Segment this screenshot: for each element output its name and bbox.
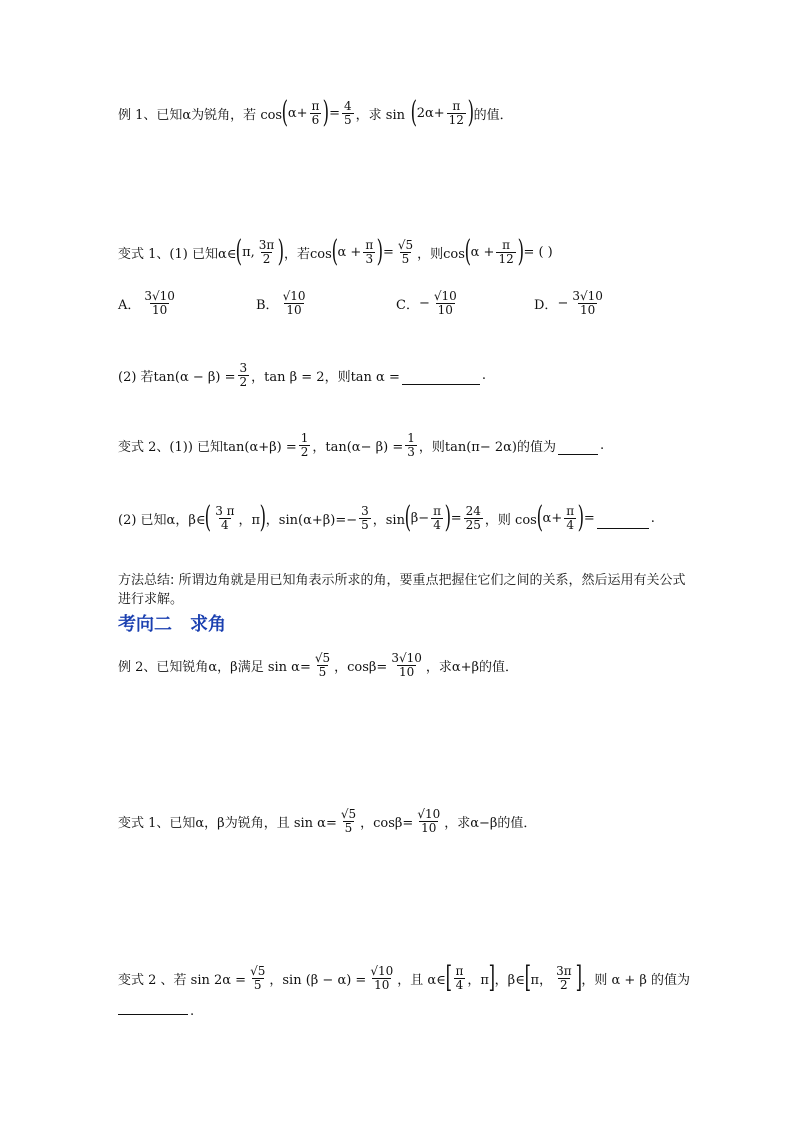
fraction: $\frac{√10}{10}$ <box>417 807 441 835</box>
fraction: $\frac{√5}{5}$ <box>314 651 331 679</box>
fraction: $\frac{1}{3}$ <box>407 431 415 459</box>
fraction: $\frac{\pi}{6}$ <box>311 98 320 127</box>
choice-a[interactable]: A． $\frac{3√10}{10}$ <box>118 289 175 317</box>
variant-2-angle-answer: . <box>118 1004 194 1019</box>
fraction: $\frac{√5}{5}$ <box>250 963 266 992</box>
answer-blank[interactable] <box>558 453 598 455</box>
ex1-prefix: 例 1、已知α为锐角，若 cos <box>118 107 283 123</box>
fraction: $\frac{√5}{5}$ <box>340 807 357 835</box>
fraction: $\frac{\pi}{12}$ <box>448 98 464 127</box>
fraction: $\frac{\pi}{3}$ <box>365 237 374 266</box>
fraction: $\frac{3}{2}$ <box>239 361 248 389</box>
answer-blank[interactable] <box>597 527 649 529</box>
variant-2-angle: 变式 2 、若 sin 2α = $\frac{√5}{5}$ ，sin (β − α) = $\frac{√10}{10}$ ，且 α∈ [ $\frac{\pi}{4}$ ，π ] ，β∈ [ π， $\frac{3\pi}{2}$ ] ，则 α + β 的值为 <box>118 960 691 995</box>
variant-1-part-2: (2) 若tan(α − β) = $\frac{3}{2}$ ，tan β = 2，则tan α = . <box>118 361 487 389</box>
fraction: $\frac{\pi}{4}$ <box>455 963 464 992</box>
fraction: $\frac{√5}{5}$ <box>397 237 414 266</box>
variant-2-part-2: (2) 已知α，β∈ ( $\frac{3 \pi}{4}$ ，π ) ，sin(α+β)=− $\frac{3}{5}$ ，sin ( β− $\frac{\pi}{4}$ ) = $\frac{24}{25}$ ，则 cos ( α+ $\frac{\pi}{4}$ ) = . <box>118 500 655 535</box>
section-heading: 考向二 求角 <box>118 614 226 635</box>
variant-1-angle: 变式 1、已知α，β为锐角，且 sin α= $\frac{√5}{5}$ ，cosβ= $\frac{√10}{10}$ ，求α−β的值． <box>118 807 537 835</box>
variant-1-part-1: 变式 1、(1) 已知α∈ ( π, $\frac{3\pi}{2}$ ) ，若cos ( α + $\frac{\pi}{3}$ ) = $\frac{√5}{5}$ ，则cos ( α + $\frac{\pi}{12}$ ) = ( ) <box>118 234 553 269</box>
fraction: $\frac{4}{5}$ <box>344 98 352 127</box>
answer-blank[interactable] <box>118 1013 188 1015</box>
fraction: $\frac{3\pi}{2}$ <box>556 963 572 992</box>
fraction: $\frac{\pi}{4}$ <box>566 503 575 532</box>
fraction: $\frac{√10}{10}$ <box>370 963 394 992</box>
fraction: $\frac{3\pi}{2}$ <box>258 237 275 266</box>
method-summary: 方法总结: 所谓边角就是用已知角表示所求的角，要重点把握住它们之间的关系，然后运用有关公式进行求解。 <box>118 573 686 607</box>
fraction: $\frac{3√10}{10}$ <box>391 651 422 679</box>
choice-c[interactable]: C． − $\frac{√10}{10}$ <box>396 289 457 317</box>
choice-d[interactable]: D． − $\frac{3√10}{10}$ <box>534 289 603 317</box>
choice-b[interactable]: B． $\frac{√10}{10}$ <box>256 289 306 317</box>
example-2: 例 2、已知锐角α，β满足 sin α= $\frac{√5}{5}$ ，cosβ= $\frac{3√10}{10}$ ，求α+β的值． <box>118 651 519 679</box>
variant-2-part-1: 变式 2、(1)) 已知tan(α+β) = $\frac{1}{2}$ ，tan(α− β) = $\frac{1}{3}$ ，则tan(π− 2α)的值为 . <box>118 431 605 459</box>
fraction: $\frac{1}{2}$ <box>300 431 309 459</box>
fraction: $\frac{\pi}{4}$ <box>433 503 441 532</box>
fraction: $\frac{\pi}{12}$ <box>498 237 514 266</box>
example-1: 例 1、已知α为锐角，若 cos ( α+ $\frac{\pi}{6}$ ) = $\frac{4}{5}$ ，求 sin ( 2α+ $\frac{\pi}{12}$ ) 的值． <box>118 95 513 130</box>
fraction: $\frac{24}{25}$ <box>465 503 481 532</box>
fraction: $\frac{3 \pi}{4}$ <box>215 503 235 532</box>
answer-blank[interactable] <box>402 383 480 385</box>
fraction: $\frac{3}{5}$ <box>361 503 369 532</box>
